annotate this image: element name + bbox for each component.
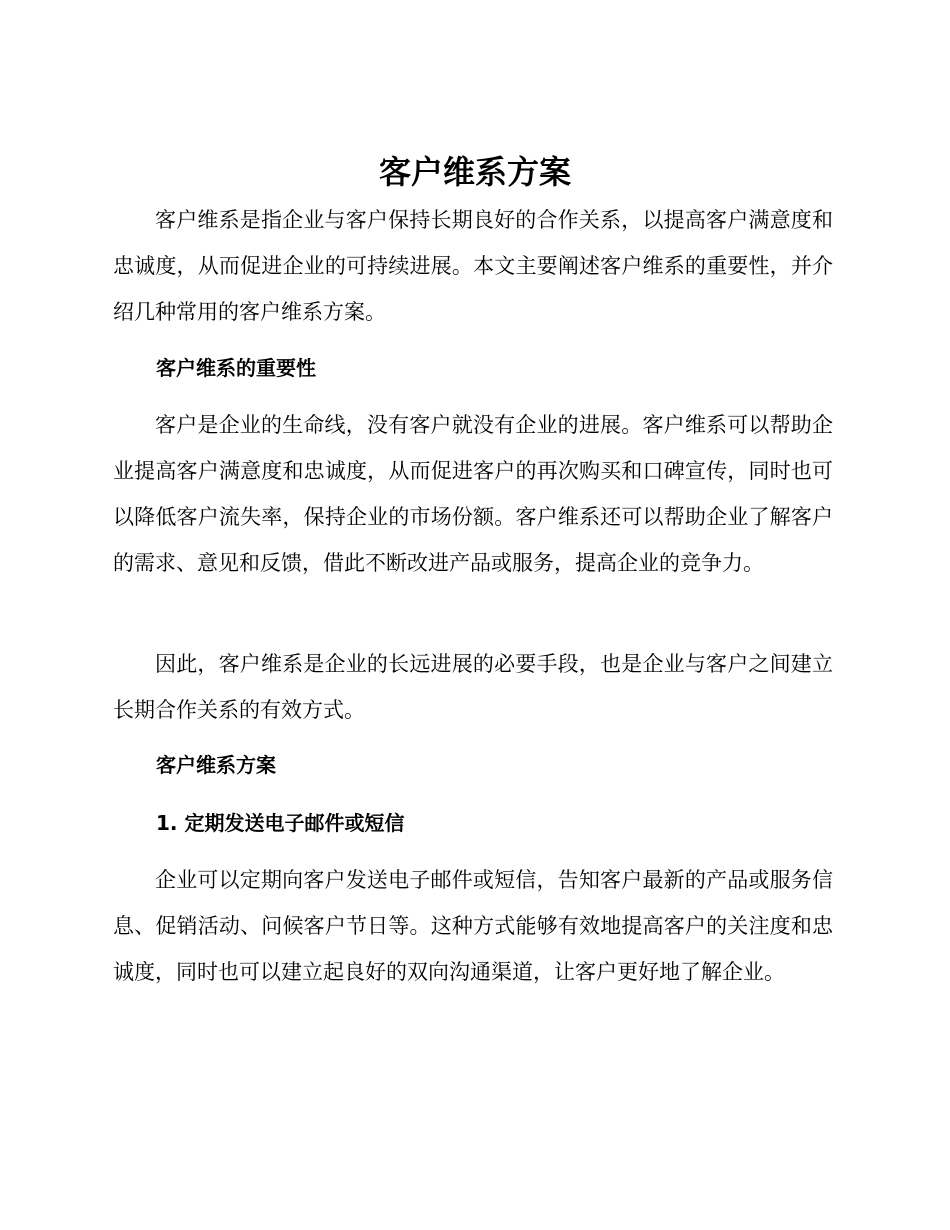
section-heading-plans: 客户维系方案 [156,753,276,777]
intro-paragraph: 客户维系是指企业与客户保持长期良好的合作关系，以提高客户满意度和忠诚度，从而促进企业的可持续进展。本文主要阐述客户维系的重要性，并介绍几种常用的客户维系方案。 [113,208,833,324]
importance-paragraph-1: 客户是企业的生命线，没有客户就没有企业的进展。客户维系可以帮助企业提高客户满意度和忠诚度，从而促进客户的再次购买和口碑宣传，同时也可以降低客户流失率，保持企业的市场份额。客户维系还可以帮助企业了解客户的需求、意见和反馈，借此不断改进产品或服务，提高企业的竞争力。 [113,413,833,575]
section-heading-importance: 客户维系的重要性 [156,356,316,380]
plan-heading-1: 1. 定期发送电子邮件或短信 [156,811,405,835]
importance-paragraph-2: 因此，客户维系是企业的长远进展的必要手段，也是企业与客户之间建立长期合作关系的有效方式。 [113,652,833,722]
document-title: 客户维系方案 [378,153,571,191]
plan-1-paragraph: 企业可以定期向客户发送电子邮件或短信，告知客户最新的产品或服务信息、促销活动、问候客户节日等。这种方式能够有效地提高客户的关注度和忠诚度，同时也可以建立起良好的双向沟通渠道，让客户更好地了解企业。 [113,868,833,984]
